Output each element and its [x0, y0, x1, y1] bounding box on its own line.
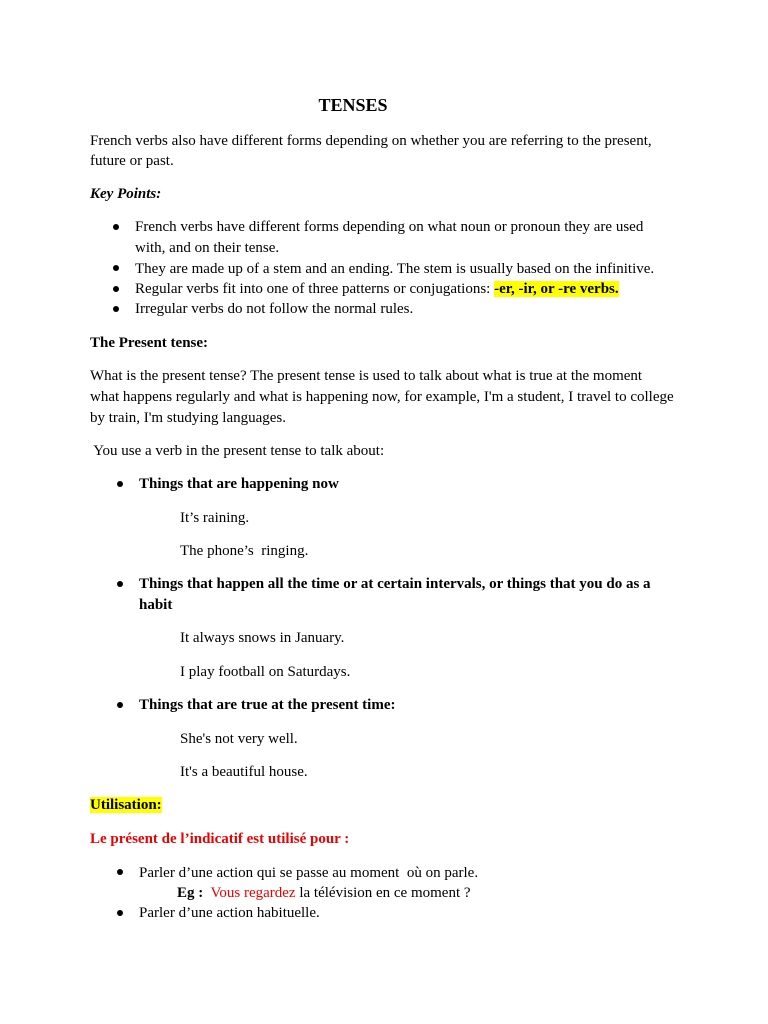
group-3-example-1: She's not very well.: [180, 731, 298, 747]
bullet-icon: [117, 702, 123, 708]
bullet-icon: [117, 910, 123, 916]
present-tense-heading: The Present tense:: [90, 335, 209, 351]
eg-label: Eg :: [177, 885, 204, 901]
present-tense-para-line-1: What is the present tense? The present tense is used to talk about what is true at the moment: [90, 368, 643, 384]
bullet-icon: [117, 581, 123, 587]
bullet-icon: [113, 306, 119, 312]
group-3-heading: Things that are true at the present time:: [139, 697, 396, 713]
bullet-icon: [113, 286, 119, 292]
page-title: TENSES: [318, 95, 388, 115]
key-point-3: [135, 279, 619, 299]
bullet-icon: [117, 481, 123, 487]
group-2-heading-line-1: Things that happen all the time or at certain intervals, or things that you do as a: [139, 576, 651, 592]
bullet-icon: [117, 869, 123, 875]
present-tense-para-line-2: what happens regularly and what is happening now, for example, I'm a student, I travel to college: [90, 389, 674, 405]
group-1-heading: Things that are happening now: [139, 476, 339, 492]
present-tense-para-line-3: by train, I'm studying languages.: [90, 410, 287, 426]
eg-red-text: Vous regardez: [210, 885, 296, 901]
key-point-1-line-2: with, and on their tense.: [135, 240, 280, 256]
intro-line-1: French verbs also have different forms depending on whether you are referring to the present,: [90, 133, 652, 149]
intro-line-2: future or past.: [90, 153, 174, 169]
utilisation-item-1: Parler d’une action qui se passe au moment où on parle.: [139, 865, 479, 881]
utilisation-heading: [90, 795, 162, 815]
eg-rest-text: la télévision en ce moment ?: [295, 885, 471, 901]
group-3-example-2: It's a beautiful house.: [180, 764, 308, 780]
bullet-icon: [113, 265, 119, 271]
utilisation-red-heading: Le présent de l’indicatif est utilisé pour :: [90, 831, 350, 847]
group-2-example-2: I play football on Saturdays.: [180, 664, 351, 680]
utilisation-example: [177, 883, 471, 903]
bullet-icon: [113, 224, 119, 230]
key-point-4: Irregular verbs do not follow the normal rules.: [135, 301, 414, 317]
use-intro: You use a verb in the present tense to talk about:: [90, 443, 385, 459]
key-point-2: They are made up of a stem and an ending. The stem is usually based on the infinitive.: [135, 261, 655, 277]
key-point-1-line-1: French verbs have different forms depending on what noun or pronoun they are used: [135, 219, 644, 235]
group-1-example-2: The phone’s ringing.: [180, 543, 309, 559]
group-1-example-1: It’s raining.: [180, 510, 250, 526]
key-points-heading: Key Points:: [90, 186, 162, 202]
utilisation-heading-text: Utilisation:: [90, 797, 162, 813]
group-2-heading-line-2: habit: [139, 597, 173, 613]
group-2-example-1: It always snows in January.: [180, 630, 345, 646]
conjugation-highlight: -er, -ir, or -re verbs.: [494, 281, 619, 297]
utilisation-item-2: Parler d’une action habituelle.: [139, 905, 320, 921]
key-point-3-text: Regular verbs fit into one of three patterns or conjugations:: [135, 281, 495, 297]
